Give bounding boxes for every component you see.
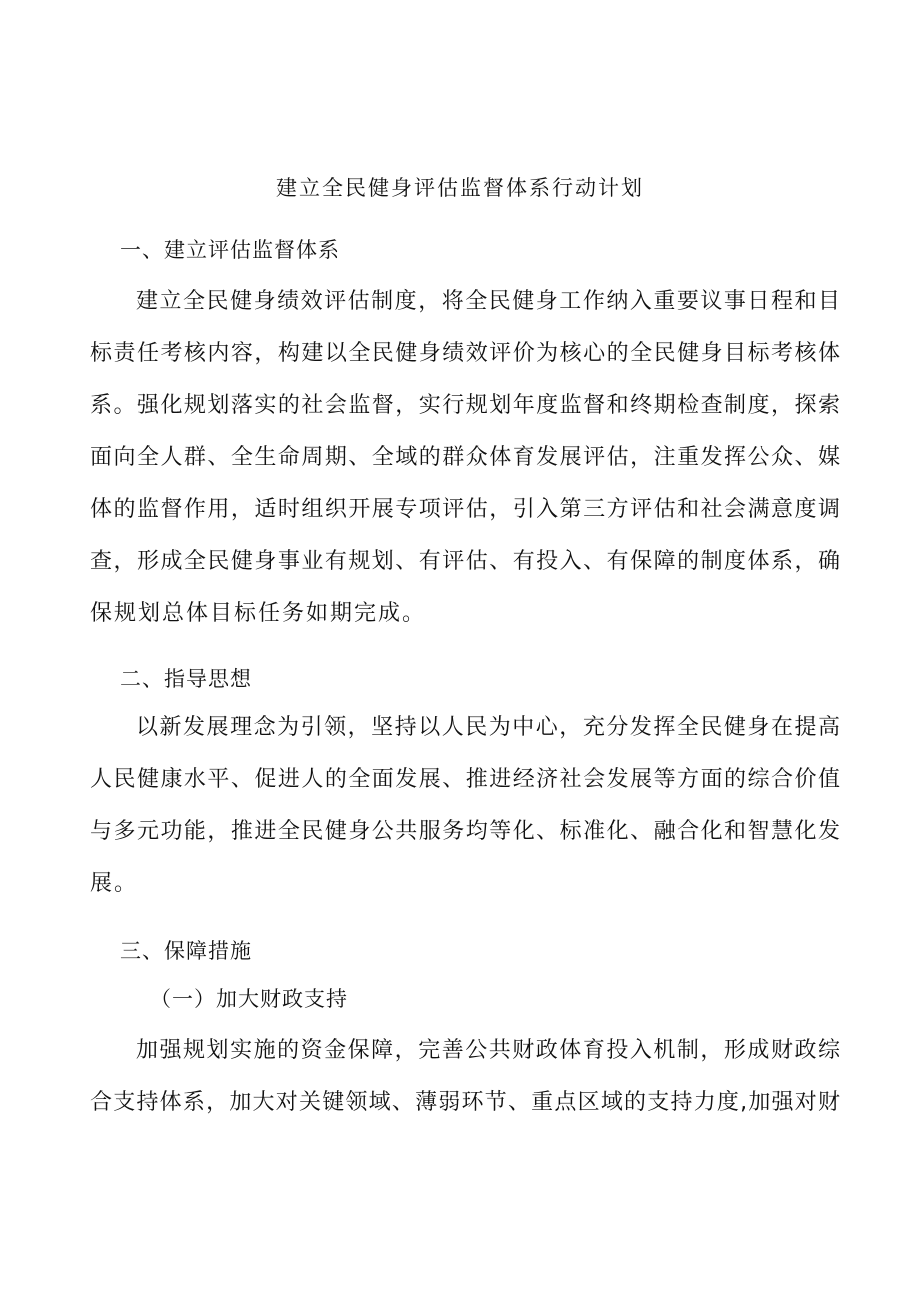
paragraph-line: 人民健康水平、促进人的全面发展、推进经济社会发展等方面的综合价值 — [90, 767, 840, 792]
subsection-heading-1: （一）加大财政支持 — [150, 987, 348, 1011]
paragraph-line: 系。强化规划落实的社会监督，实行规划年度监督和终期检查制度，探索 — [90, 393, 840, 418]
paragraph-line: 建立全民健身绩效评估制度，将全民健身工作纳入重要议事日程和目 — [136, 289, 840, 314]
section-heading-1: 一、建立评估监督体系 — [120, 238, 340, 262]
section-heading-3: 三、保障措施 — [120, 939, 252, 963]
section-heading-2: 二、指导思想 — [120, 667, 252, 691]
paragraph-line: 加强规划实施的资金保障，完善公共财政体育投入机制，形成财政综 — [136, 1038, 840, 1063]
paragraph-line: 展。 — [90, 871, 139, 896]
paragraph-line: 合支持体系，加大对关键领域、薄弱环节、重点区域的支持力度,加强对财 — [90, 1090, 840, 1115]
paragraph-line: 以新发展理念为引领，坚持以人民为中心，充分发挥全民健身在提高 — [136, 715, 840, 740]
paragraph-line: 查，形成全民健身事业有规划、有评估、有投入、有保障的制度体系，确 — [90, 549, 840, 574]
paragraph-line: 与多元功能，推进全民健身公共服务均等化、标准化、融合化和智慧化发 — [90, 819, 840, 844]
paragraph-line: 保规划总体目标任务如期完成。 — [90, 601, 427, 626]
paragraph-line: 面向全人群、全生命周期、全域的群众体育发展评估，注重发挥公众、媒 — [90, 445, 840, 470]
section-paragraph-2 — [90, 702, 840, 910]
paragraph-line: 标责任考核内容，构建以全民健身绩效评价为核心的全民健身目标考核体 — [90, 341, 840, 366]
section-paragraph-1 — [90, 276, 840, 640]
paragraph-line: 体的监督作用，适时组织开展专项评估，引入第三方评估和社会满意度调 — [90, 497, 840, 522]
section-paragraph-3 — [90, 1025, 840, 1129]
document-title: 建立全民健身评估监督体系行动计划 — [276, 176, 644, 200]
